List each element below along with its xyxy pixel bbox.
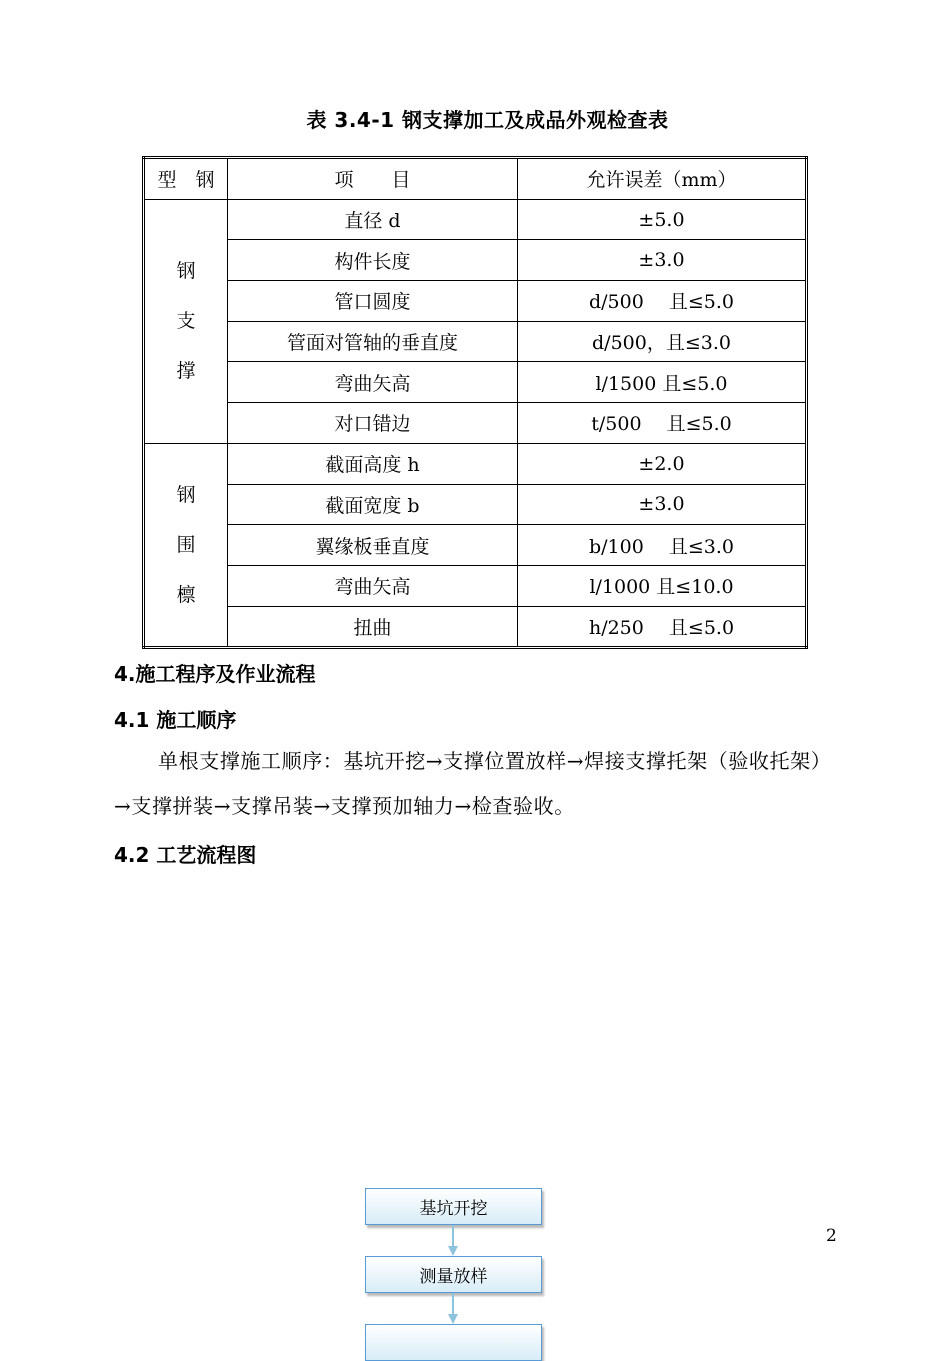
subsection-heading-flowchart: 4.2 工艺流程图 [114, 843, 257, 867]
tolerance-cell: l/1000 且≤10.0 [518, 565, 807, 606]
table-row [144, 362, 807, 403]
table-header-row [144, 158, 807, 200]
group-label-char: 撑 [176, 360, 196, 383]
item-cell: 弯曲矢高 [228, 565, 518, 606]
table-row [144, 403, 807, 444]
item-cell: 截面宽度 b [228, 484, 518, 525]
flow-arrow-down-icon [445, 1293, 461, 1325]
tolerance-cell: ±3.0 [518, 240, 807, 281]
item-cell: 对口错边 [228, 403, 518, 444]
item-cell: 弯曲矢高 [228, 362, 518, 403]
table-row [144, 565, 807, 606]
tolerance-cell: ±5.0 [518, 199, 807, 240]
inspection-table [142, 156, 808, 649]
sequence-paragraph: 单根支撑施工顺序：基坑开挖→支撑位置放样→焊接支撑托架（验收托架）→支撑拼装→支撑吊装→支撑预加轴力→检查验收。 [114, 749, 832, 818]
table-row [144, 240, 807, 281]
tolerance-cell: ±3.0 [518, 484, 807, 525]
table-row [144, 281, 807, 322]
item-cell: 扭曲 [228, 606, 518, 648]
tolerance-cell: t/500 且≤5.0 [518, 403, 807, 444]
group-label-char: 钢 [176, 260, 196, 283]
tolerance-cell: l/1500 且≤5.0 [518, 362, 807, 403]
item-cell: 构件长度 [228, 240, 518, 281]
table-row [144, 321, 807, 362]
flow-arrow-down-icon [445, 1225, 461, 1257]
group-label-char: 围 [176, 534, 196, 557]
page-number: 2 [826, 1226, 837, 1246]
table-row [144, 525, 807, 566]
item-cell: 翼缘板垂直度 [228, 525, 518, 566]
tolerance-cell: h/250 且≤5.0 [518, 606, 807, 648]
header-item: 项 目 [228, 158, 518, 200]
tolerance-cell: b/100 且≤3.0 [518, 525, 807, 566]
item-cell: 截面高度 h [228, 443, 518, 484]
header-tolerance: 允许误差（mm） [518, 158, 807, 200]
flow-step-survey: 测量放样 [365, 1256, 542, 1293]
flow-step-excavation: 基坑开挖 [365, 1188, 542, 1225]
tolerance-cell: d/500 且≤5.0 [518, 281, 807, 322]
item-cell: 管面对管轴的垂直度 [228, 321, 518, 362]
item-cell: 直径 d [228, 199, 518, 240]
table-row [144, 484, 807, 525]
group-label-char: 檩 [176, 584, 196, 607]
group-label-steel-brace [144, 199, 228, 443]
subsection-heading-sequence: 4.1 施工顺序 [114, 708, 237, 732]
item-cell: 管口圆度 [228, 281, 518, 322]
group-label-steel-purlin [144, 443, 228, 647]
group-label-char: 支 [176, 310, 196, 333]
table-row [144, 606, 807, 648]
table-row [144, 199, 807, 240]
group-label-char: 钢 [176, 484, 196, 507]
flow-step-next [365, 1324, 542, 1361]
section-heading: 4.施工程序及作业流程 [114, 662, 316, 686]
tolerance-cell: d/500，且≤3.0 [518, 321, 807, 362]
table-row [144, 443, 807, 484]
header-type: 型 钢 [144, 158, 228, 200]
tolerance-cell: ±2.0 [518, 443, 807, 484]
table-title: 表 3.4-1 钢支撑加工及成品外观检查表 [306, 108, 669, 132]
